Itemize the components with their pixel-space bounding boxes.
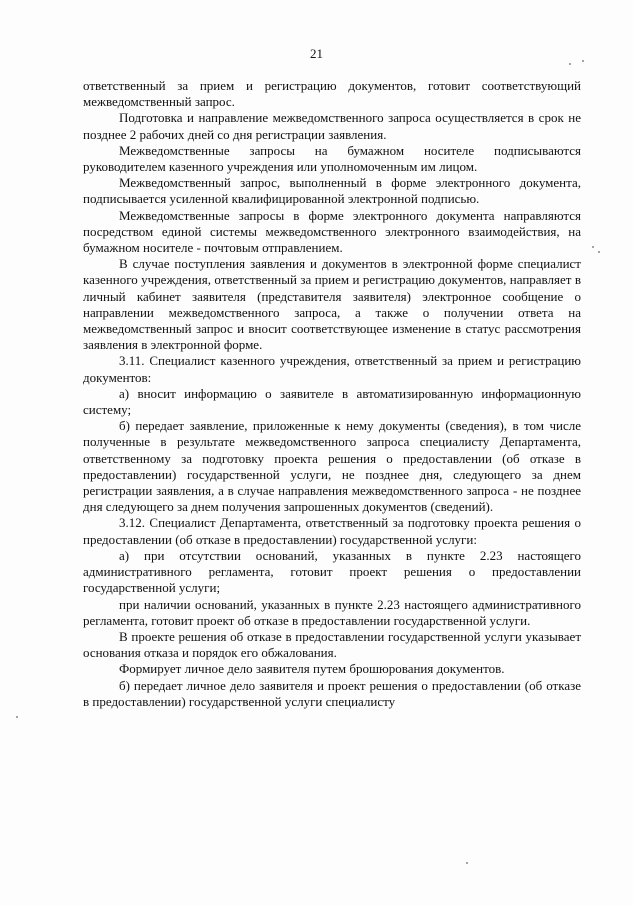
paragraph: а) при отсутствии оснований, указанных в пункте 2.23 настоящего административного регламента, готовит проект решения о предоставлении государственной услуги; <box>83 547 581 596</box>
scan-speck <box>592 246 594 248</box>
paragraph: В проекте решения об отказе в предоставлении государственной услуги указывает основания отказа и порядок его обжалования. <box>83 628 581 661</box>
scan-speck <box>569 63 571 65</box>
paragraph: б) передает заявление, приложенные к нему документы (сведения), в том числе полученные в результате межведомственного запроса специалисту Департамента, ответственному за подготовку проекта решения о предоставлении (об отказе в предоставлении) государственной услуги, не позднее дня, следующего за днем регистрации заявления, а в случае направления межведомственного запроса - не позднее дня следующего за днем получения запрошенных документов (сведений). <box>83 418 581 515</box>
paragraph: ответственный за прием и регистрацию документов, готовит соответствующий межведомственный запрос. <box>83 78 581 110</box>
paragraph: при наличии оснований, указанных в пункте 2.23 настоящего административного регламента, готовит проект об отказе в предоставлении государственной услуги. <box>83 596 581 628</box>
paragraph: б) передает личное дело заявителя и проект решения о предоставлении (об отказе в предоставлении) государственной услуги специалисту <box>83 677 581 709</box>
paragraph: 3.12. Специалист Департамента, ответственный за подготовку проекта решения о предоставлении (об отказе в предоставлении) государственной услуги: <box>83 515 581 547</box>
paragraph: а) вносит информацию о заявителе в автоматизированную информационную систему; <box>83 385 581 418</box>
paragraph: Формирует личное дело заявителя путем брошюрования документов. <box>119 661 505 677</box>
scan-speck <box>466 862 468 864</box>
scan-speck <box>582 60 584 62</box>
scan-speck <box>598 251 600 253</box>
paragraph: В случае поступления заявления и документов в электронной форме специалист казенного учреждения, ответственный за прием и регистрацию документов, направляет в личный кабинет заявителя (представителя заявителя) электронное сообщение о направлении межведомственного запроса, а также о получении ответа на межведомственный запрос и вносит соответствующее изменение в статус рассмотрения заявления в электронной форме. <box>83 256 581 353</box>
paragraph: Подготовка и направление межведомственного запроса осуществляется в срок не позднее 2 рабочих дней со дня регистрации заявления. <box>83 110 581 142</box>
paragraph: Межведомственные запросы в форме электронного документа направляются посредством единой системы межведомственного электронного взаимодействия, на бумажном носителе - почтовым отправлением. <box>83 207 581 256</box>
paragraph: Межведомственный запрос, выполненный в форме электронного документа, подписывается усиленной квалифицированной электронной подписью. <box>83 175 581 207</box>
paragraph: 3.11. Специалист казенного учреждения, ответственный за прием и регистрацию документов: <box>83 353 581 385</box>
paragraph: Межведомственные запросы на бумажном носителе подписываются руководителем казенного учреждения или уполномоченным им лицом. <box>83 142 581 175</box>
page-number: 21 <box>310 46 323 61</box>
document-body <box>83 78 581 710</box>
scan-speck <box>16 716 18 718</box>
